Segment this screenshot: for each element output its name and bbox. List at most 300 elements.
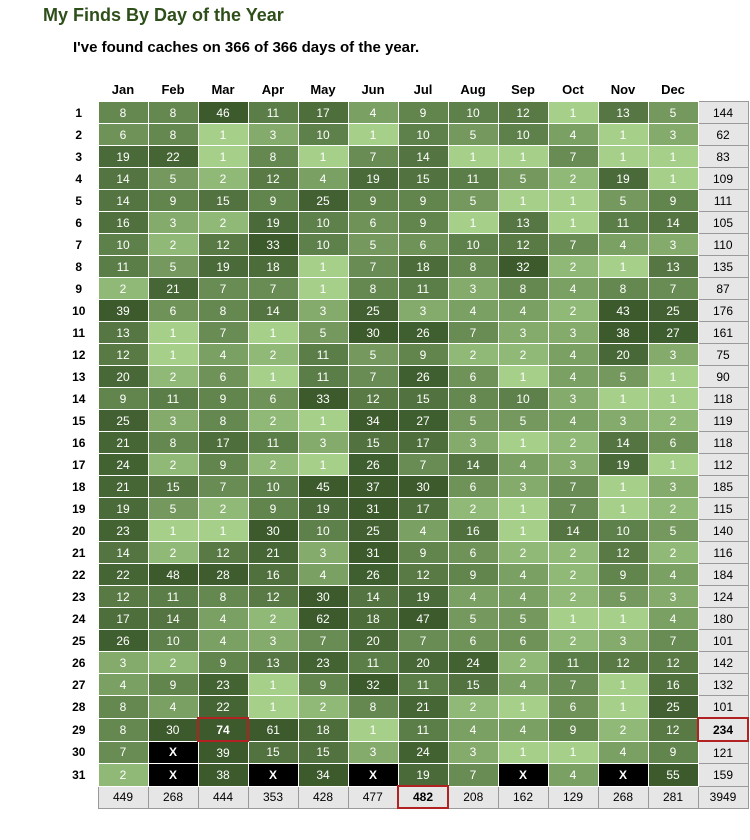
day-cell: 6 [348,212,398,234]
day-label: 17 [72,457,86,472]
day-cell: 12 [198,542,248,564]
day-cell: 19 [298,498,348,520]
day-total: 184 [698,564,748,586]
day-cell: 12 [598,652,648,674]
day-cell: 25 [348,520,398,542]
day-label: 4 [75,171,83,186]
month-total: 477 [348,786,398,808]
day-cell: 6 [398,234,448,256]
day-cell: 1 [298,454,348,476]
day-cell: 12 [98,586,148,608]
day-cell: 19 [398,764,448,787]
day-cell: 3 [448,432,498,454]
month-total: 482 [398,786,448,808]
day-cell: 6 [98,124,148,146]
day-cell: 4 [548,764,598,787]
day-cell: 37 [348,476,398,498]
day-cell: 16 [448,520,498,542]
day-cell: 1 [498,366,548,388]
day-cell: 20 [398,652,448,674]
day-cell: 1 [598,674,648,696]
day-cell: 2 [148,454,198,476]
day-cell: 24 [398,741,448,764]
day-cell: 9 [398,102,448,124]
day-cell: 4 [198,608,248,630]
day-row [60,212,748,234]
day-cell: 1 [598,498,648,520]
day-total: 142 [698,652,748,674]
day-cell: 10 [298,234,348,256]
day-cell: 11 [548,652,598,674]
month-header: Apr [261,81,285,97]
day-cell: X [248,764,298,787]
day-total: 105 [698,212,748,234]
day-cell: 3 [598,630,648,652]
day-cell: 10 [298,124,348,146]
day-cell: 1 [598,256,648,278]
day-cell: 3 [648,586,698,608]
grand-total: 3949 [698,786,748,808]
day-cell: 6 [448,366,498,388]
day-cell: 9 [98,388,148,410]
day-cell: 2 [498,542,548,564]
day-cell: 12 [198,234,248,256]
day-cell: 22 [198,696,248,719]
day-cell: 5 [498,410,548,432]
day-cell: 15 [348,432,398,454]
day-cell: 9 [648,741,698,764]
day-cell: 1 [548,608,598,630]
day-cell: 10 [448,102,498,124]
day-cell: 1 [498,190,548,212]
day-cell: 39 [198,741,248,764]
day-cell: 10 [98,234,148,256]
day-cell: 8 [198,410,248,432]
day-cell: 13 [248,652,298,674]
day-row [60,322,748,344]
day-total: 90 [698,366,748,388]
day-label: 7 [75,237,83,252]
day-cell: 20 [348,630,398,652]
month-total: 428 [298,786,348,808]
day-cell: 1 [448,146,498,168]
day-cell: 3 [548,322,598,344]
day-row [60,432,748,454]
day-label: 24 [72,611,86,626]
day-cell: 1 [498,520,548,542]
day-cell: 2 [148,542,198,564]
day-cell: 1 [498,432,548,454]
day-cell: 5 [598,366,648,388]
day-cell: 18 [398,256,448,278]
day-cell: 14 [348,586,398,608]
day-cell: 19 [98,498,148,520]
day-cell: 6 [448,476,498,498]
month-header: Oct [562,81,584,97]
day-cell: 4 [498,674,548,696]
day-cell: 20 [598,344,648,366]
day-total: 87 [698,278,748,300]
day-cell: 43 [598,300,648,322]
day-row [60,410,748,432]
day-cell: 4 [98,674,148,696]
day-total: 176 [698,300,748,322]
day-cell: 18 [298,718,348,741]
day-cell: 11 [248,102,298,124]
day-cell: 4 [548,124,598,146]
day-cell: 4 [148,696,198,719]
day-row [60,564,748,586]
day-row [60,542,748,564]
month-total: 268 [598,786,648,808]
day-cell: 24 [98,454,148,476]
day-cell: 11 [348,652,398,674]
day-cell: 6 [448,630,498,652]
day-label: 16 [72,435,86,450]
day-cell: 12 [498,102,548,124]
day-total: 234 [698,718,748,741]
day-row [60,718,748,741]
day-cell: 15 [298,741,348,764]
day-cell: 12 [98,344,148,366]
day-cell: 5 [598,190,648,212]
day-cell: 10 [498,388,548,410]
day-cell: 19 [248,212,298,234]
day-cell: 1 [248,366,298,388]
day-cell: 12 [248,586,298,608]
month-header: Feb [161,81,185,97]
day-cell: 7 [348,366,398,388]
day-cell: 21 [98,432,148,454]
day-cell: 3 [148,410,198,432]
day-cell: 1 [348,124,398,146]
day-cell: 2 [198,168,248,190]
day-cell: 4 [298,168,348,190]
day-cell: 14 [598,432,648,454]
day-cell: 3 [648,234,698,256]
day-cell: 7 [348,256,398,278]
day-cell: 9 [148,190,198,212]
total-header [698,77,748,102]
day-cell: 1 [248,322,298,344]
month-header: Jul [413,81,433,97]
day-cell: 2 [648,410,698,432]
day-cell: 30 [298,586,348,608]
day-row [60,388,748,410]
day-cell: 7 [548,674,598,696]
day-cell: 15 [248,741,298,764]
day-row [60,454,748,476]
month-header-row [60,77,748,102]
day-cell: 11 [398,674,448,696]
day-cell: 15 [448,674,498,696]
day-cell: 62 [298,608,348,630]
day-cell: 3 [648,124,698,146]
day-cell: 2 [298,696,348,719]
day-cell: 2 [248,608,298,630]
day-cell: 11 [298,366,348,388]
month-total: 129 [548,786,598,808]
day-cell: 2 [248,410,298,432]
day-cell: 34 [348,410,398,432]
day-cell: 23 [298,652,348,674]
day-label: 31 [72,767,86,782]
day-cell: 17 [198,432,248,454]
day-cell: 5 [348,344,398,366]
day-cell: 14 [98,542,148,564]
day-cell: 19 [198,256,248,278]
day-cell: 11 [248,432,298,454]
day-cell: 26 [398,322,448,344]
day-cell: 2 [248,454,298,476]
day-cell: 1 [198,520,248,542]
day-cell: 2 [148,366,198,388]
day-cell: 11 [398,278,448,300]
month-totals-row [60,786,748,808]
day-cell: 3 [248,124,298,146]
day-row [60,190,748,212]
day-cell: 19 [598,454,648,476]
day-total: 83 [698,146,748,168]
day-cell: 2 [448,696,498,719]
day-label: 21 [72,545,86,560]
month-total: 162 [498,786,548,808]
month-header: Sep [511,81,535,97]
day-label: 13 [72,369,86,384]
day-cell: 13 [648,256,698,278]
month-total: 281 [648,786,698,808]
day-label: 29 [72,722,86,737]
day-total: 159 [698,764,748,787]
day-cell: 10 [598,520,648,542]
day-cell: 33 [248,234,298,256]
day-cell: 7 [548,234,598,256]
day-cell: 2 [548,168,598,190]
day-cell: 1 [248,696,298,719]
day-cell: 17 [398,498,448,520]
day-cell: 13 [98,322,148,344]
day-cell: 8 [448,256,498,278]
day-cell: 1 [598,696,648,719]
day-cell: 12 [648,718,698,741]
month-header: May [310,81,336,97]
day-label: 6 [75,215,83,230]
day-cell: 2 [448,344,498,366]
day-cell: 4 [548,366,598,388]
day-cell: 12 [398,564,448,586]
day-cell: 25 [298,190,348,212]
day-cell: 8 [148,432,198,454]
day-cell: 10 [148,630,198,652]
day-cell: 3 [148,212,198,234]
day-label: 11 [72,325,86,340]
day-total: 115 [698,498,748,520]
day-cell: 15 [148,476,198,498]
day-row [60,476,748,498]
day-cell: 5 [448,124,498,146]
day-rows [60,102,748,787]
day-cell: 3 [648,476,698,498]
day-total: 112 [698,454,748,476]
day-cell: 2 [548,432,598,454]
day-row [60,256,748,278]
day-cell: 14 [398,146,448,168]
day-cell: 2 [548,256,598,278]
day-cell: 5 [148,168,198,190]
day-row [60,652,748,674]
day-cell: 7 [548,146,598,168]
page-title: My Finds By Day of the Year [43,5,284,25]
day-cell: 1 [548,190,598,212]
day-cell: 26 [398,366,448,388]
day-cell: X [148,764,198,787]
day-cell: 1 [548,741,598,764]
day-cell: 9 [398,190,448,212]
day-cell: 25 [648,696,698,719]
day-cell: 4 [548,278,598,300]
day-cell: 14 [148,608,198,630]
day-row [60,102,748,124]
day-cell: 4 [498,586,548,608]
day-cell: 1 [498,741,548,764]
day-cell: 1 [198,124,248,146]
day-total: 109 [698,168,748,190]
day-cell: 11 [98,256,148,278]
day-cell: 1 [598,388,648,410]
day-cell: 3 [548,388,598,410]
day-cell: X [598,764,648,787]
day-cell: 4 [548,410,598,432]
day-cell: 1 [648,146,698,168]
day-label: 26 [72,655,86,670]
day-cell: 30 [348,322,398,344]
day-cell: 3 [598,410,648,432]
day-cell: 14 [98,190,148,212]
day-cell: 1 [548,212,598,234]
day-cell: 3 [548,454,598,476]
day-total: 144 [698,102,748,124]
day-total: 185 [698,476,748,498]
day-row [60,278,748,300]
day-cell: 1 [498,696,548,719]
day-cell: 10 [448,234,498,256]
day-cell: 3 [448,278,498,300]
day-cell: 12 [598,542,648,564]
day-cell: 1 [148,520,198,542]
day-cell: 8 [348,696,398,719]
day-cell: 17 [298,102,348,124]
month-total: 353 [248,786,298,808]
day-cell: 7 [98,741,148,764]
day-cell: 6 [648,432,698,454]
day-cell: 10 [398,124,448,146]
day-cell: 7 [448,764,498,787]
day-cell: 1 [648,454,698,476]
day-cell: 46 [198,102,248,124]
day-cell: 2 [148,234,198,256]
day-cell: 10 [298,520,348,542]
day-cell: 1 [298,278,348,300]
day-cell: 19 [98,146,148,168]
day-cell: 1 [598,608,648,630]
day-cell: 2 [548,630,598,652]
day-cell: 3 [298,542,348,564]
day-cell: 10 [498,124,548,146]
day-cell: 8 [598,278,648,300]
day-cell: 1 [298,410,348,432]
day-cell: 3 [498,322,548,344]
day-cell: 6 [548,696,598,719]
day-cell: 11 [298,344,348,366]
day-cell: 4 [498,564,548,586]
day-cell: 17 [98,608,148,630]
day-cell: 1 [648,168,698,190]
day-label: 18 [72,479,86,494]
day-cell: 6 [148,300,198,322]
day-cell: 61 [248,718,298,741]
day-row [60,300,748,322]
day-label: 12 [72,347,86,362]
day-cell: 14 [248,300,298,322]
day-cell: 3 [248,630,298,652]
day-cell: 2 [248,344,298,366]
day-cell: 13 [598,102,648,124]
day-cell: 3 [98,652,148,674]
corner-cell [60,77,98,102]
day-cell: 19 [398,586,448,608]
day-cell: 9 [148,674,198,696]
day-label: 3 [75,149,83,164]
day-total: 135 [698,256,748,278]
totals-label-cell [60,786,98,808]
day-row [60,146,748,168]
day-row [60,608,748,630]
day-cell: 9 [298,674,348,696]
day-label: 14 [72,391,86,406]
day-cell: 7 [398,630,448,652]
day-cell: 24 [448,652,498,674]
day-row [60,234,748,256]
day-cell: 9 [398,212,448,234]
day-cell: 1 [148,344,198,366]
day-cell: 2 [548,586,598,608]
day-label: 1 [75,105,83,120]
month-header: Dec [661,81,685,97]
day-cell: 2 [548,300,598,322]
day-cell: 22 [148,146,198,168]
day-label: 15 [72,413,86,428]
day-total: 116 [698,542,748,564]
day-label: 5 [75,193,83,208]
day-cell: 9 [248,498,298,520]
day-row [60,764,748,787]
day-label: 10 [72,303,86,318]
day-cell: 55 [648,764,698,787]
day-label: 9 [75,281,83,296]
day-label: 28 [72,699,86,714]
day-cell: 45 [298,476,348,498]
day-total: 101 [698,630,748,652]
day-cell: 2 [98,278,148,300]
day-cell: 4 [648,564,698,586]
day-cell: 17 [398,432,448,454]
day-cell: 8 [198,300,248,322]
day-cell: 25 [648,300,698,322]
day-label: 22 [72,567,86,582]
day-cell: 11 [598,212,648,234]
day-row [60,741,748,764]
day-total: 140 [698,520,748,542]
